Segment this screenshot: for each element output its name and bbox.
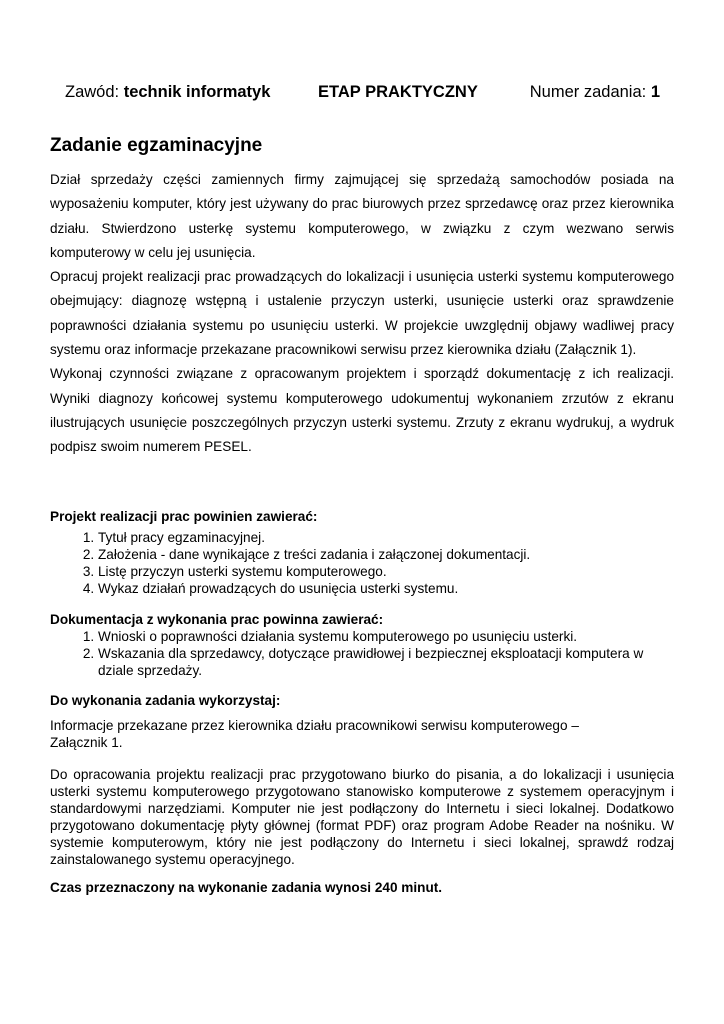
resources-heading: Do wykonania zadania wykorzystaj: [50, 693, 281, 708]
project-requirements-heading: Projekt realizacji prac powinien zawierać: [50, 509, 318, 524]
project-requirements-list [50, 529, 674, 597]
list-item: 3. Listę przyczyn usterki systemu komputerowego. [98, 563, 674, 580]
profession-label: Zawód: [65, 83, 124, 101]
resources-section [50, 692, 674, 751]
list-item: 2. Założenia - dane wynikające z treści zadania i załączonej dokumentacji. [98, 546, 674, 563]
documentation-list [50, 628, 674, 679]
list-item: 1. Tytuł pracy egzaminacyjnej. [98, 529, 674, 546]
time-limit-section [50, 879, 674, 896]
time-limit-text: Czas przeznaczony na wykonanie zadania wynosi 240 minut. [50, 880, 443, 895]
list-item: 4. Wykaz działań prowadzących do usunięcia usterki systemu. [98, 580, 674, 597]
task-number-label: Numer zadania: [529, 83, 651, 101]
documentation-heading: Dokumentacja z wykonania prac powinna zawierać: [50, 612, 384, 627]
task-number-field [530, 83, 660, 102]
profession-value: technik informatyk [123, 83, 271, 101]
page-title: Zadanie egzaminacyjne [50, 135, 263, 156]
intro-paragraph: Wykonaj czynności związane z opracowanym projektem i sporządź dokumentację z ich realizacji. Wyniki diagnozy końcowej systemu komputerowego udokumentuj wykonaniem zrzutów z ekranu ilustrujących usunięcie poszczególnych przyczyn usterki systemu. Zrzuty z ekranu wydrukuj, a wydruk podpisz swoim numerem PESEL. [50, 366, 674, 455]
preparation-section [50, 766, 674, 868]
profession-field [65, 83, 270, 102]
documentation-requirements [50, 611, 674, 679]
list-item: 1. Wnioski o poprawności działania systemu komputerowego po usunięciu usterki. [98, 628, 674, 645]
task-number-value: 1 [650, 83, 660, 101]
exam-header [65, 83, 660, 107]
intro-paragraph: Dział sprzedaży części zamiennych firmy zajmującej się sprzedażą samochodów posiada na wyposażeniu komputer, który jest używany do prac biurowych przez sprzedawcę oraz przez kierownika działu. Stwierdzono usterkę systemu komputerowego, w związku z czym wezwano serwis komputerowy w celu jej usunięcia. [50, 172, 674, 260]
preparation-text: Do opracowania projektu realizacji prac przygotowano biurko do pisania, a do lokalizacji i usunięcia usterki systemu komputerowego przygotowano stanowisko komputerowe z systemem operacyjnym i standardowymi narzędziami. Komputer nie jest podłączony do Internetu i sieci lokalnej. Dodatkowo przygotowano dokumentację płyty głównej (format PDF) oraz program Adobe Reader na nośniku. W systemie komputerowym, który nie jest podłączony do Internetu i sieci lokalnej, sprawdź rodzaj zainstalowanego systemu operacyjnego. [50, 767, 674, 867]
list-item: 2. Wskazania dla sprzedawcy, dotyczące prawidłowej i bezpiecznej eksploatacji komputera w dziale sprzedaży. [98, 645, 674, 679]
task-description [50, 168, 674, 460]
exam-stage: ETAP PRAKTYCZNY [318, 83, 478, 101]
intro-paragraph: Opracuj projekt realizacji prac prowadzących do lokalizacji i usunięcia usterki systemu komputerowego obejmujący: diagnozę wstępną i ustalenie przyczyn usterki, usunięcie usterki oraz sprawdzenie poprawności działania systemu po usunięciu usterki. W projekcie uwzględnij objawy wadliwej pracy systemu oraz informacje przekazane pracownikowi serwisu przez kierownika działu (Załącznik 1). [50, 269, 674, 358]
project-requirements [50, 508, 674, 597]
resources-text: Informacje przekazane przez kierownika działu pracownikowi serwisu komputerowego – Załącznik 1. [50, 718, 579, 750]
